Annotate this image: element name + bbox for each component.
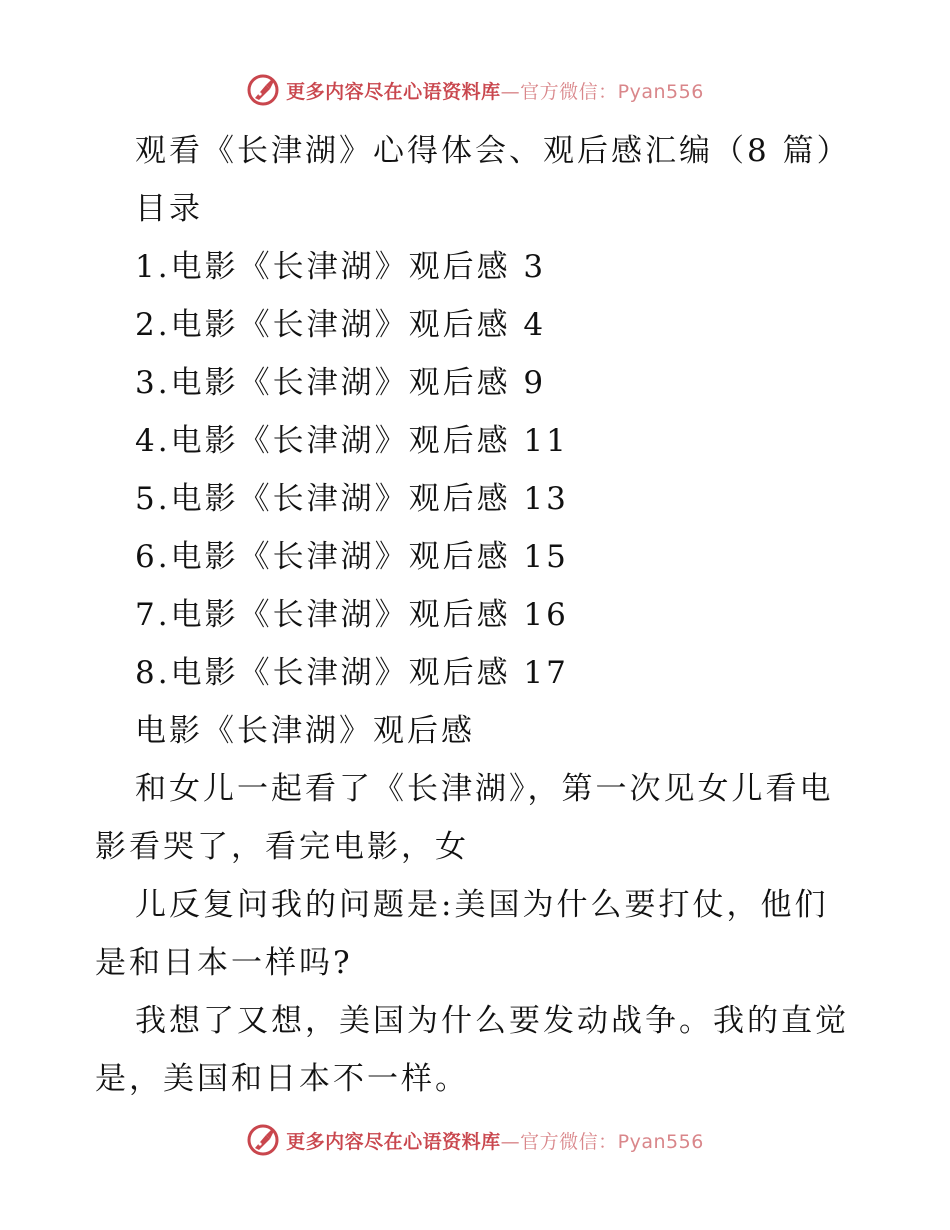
- document-body: [95, 122, 860, 1108]
- watermark-text: [286, 1127, 704, 1154]
- watermark-contact: —官方微信：Pyan556: [500, 1130, 704, 1153]
- body-paragraph: 儿反复问我的问题是:美国为什么要打仗，他们是和日本一样吗?: [95, 887, 829, 981]
- header-watermark: [0, 70, 950, 110]
- watermark-contact: —官方微信：Pyan556: [500, 80, 704, 103]
- toc-item: 2.电影《长津湖》观后感 4: [135, 307, 547, 343]
- pen-nib-seal-icon: [246, 73, 280, 107]
- footer-watermark: [0, 1120, 950, 1160]
- watermark-text: [286, 77, 704, 104]
- toc-item: 4.电影《长津湖》观后感 11: [135, 423, 569, 459]
- document-title: 观看《长津湖》心得体会、观后感汇编（8 篇）: [135, 133, 851, 169]
- toc-item: 7.电影《长津湖》观后感 16: [135, 597, 569, 633]
- watermark-brand: 更多内容尽在心语资料库: [286, 1130, 501, 1153]
- section-heading: 电影《长津湖》观后感: [135, 713, 475, 749]
- toc-item: 3.电影《长津湖》观后感 9: [135, 365, 547, 401]
- toc-item: 6.电影《长津湖》观后感 15: [135, 539, 569, 575]
- toc-item: 1.电影《长津湖》观后感 3: [135, 249, 547, 285]
- watermark-brand: 更多内容尽在心语资料库: [286, 80, 501, 103]
- toc-heading: 目录: [135, 191, 203, 227]
- pen-nib-seal-icon: [246, 1123, 280, 1157]
- toc-item: 5.电影《长津湖》观后感 13: [135, 481, 569, 517]
- body-paragraph: 和女儿一起看了《长津湖》，第一次见女儿看电影看哭了，看完电影，女: [95, 771, 834, 865]
- toc-item: 8.电影《长津湖》观后感 17: [135, 655, 569, 691]
- body-paragraph: 我想了又想，美国为什么要发动战争。我的直觉是，美国和日本不一样。: [95, 1003, 849, 1097]
